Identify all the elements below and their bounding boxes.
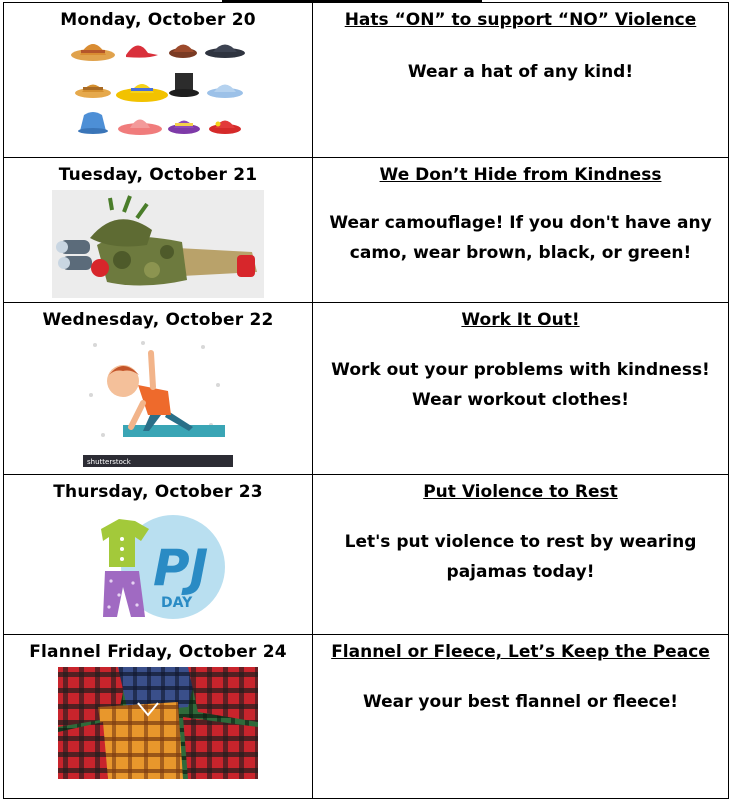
- hat-icon: [71, 44, 115, 61]
- day-date: Tuesday, October 21: [58, 165, 258, 185]
- table-row: [4, 635, 729, 799]
- theme-description: Let's put violence to rest by wearing pajamas today!: [344, 532, 697, 582]
- day-date: Flannel Friday, October 24: [29, 642, 287, 662]
- hat-icon: [118, 120, 162, 136]
- day-cell: [4, 303, 313, 475]
- theme-description: Wear a hat of any kind!: [407, 62, 634, 82]
- theme-description: Work out your problems with kindness! Wear workout clothes!: [331, 360, 710, 410]
- hat-icon: [169, 73, 199, 97]
- theme-title: Work It Out!: [461, 310, 580, 330]
- theme-title: Hats “ON” to support “NO” Violence: [344, 10, 697, 30]
- hat-icon: [75, 85, 111, 99]
- assorted-hats-icon: [68, 35, 248, 135]
- hat-icon: [209, 121, 241, 135]
- hat-icon: [126, 45, 158, 57]
- spirit-week-table: [3, 2, 729, 799]
- image-caption: shutterstock: [87, 458, 131, 466]
- hat-icon: [169, 45, 197, 59]
- day-date: Thursday, October 23: [53, 482, 263, 502]
- hat-icon: [168, 121, 200, 135]
- day-date: Wednesday, October 22: [42, 310, 274, 330]
- theme-cell: [313, 3, 729, 158]
- day-cell: [4, 635, 313, 799]
- pj-logo-text: PJ: [153, 539, 209, 597]
- theme-description: Wear your best flannel or fleece!: [362, 692, 679, 712]
- table-row: [4, 303, 729, 475]
- theme-cell: [313, 475, 729, 635]
- table-row: [4, 475, 729, 635]
- day-date: Monday, October 20: [60, 10, 256, 30]
- hat-icon: [205, 45, 245, 59]
- table-row: [4, 158, 729, 303]
- flannel-shirts-icon: [58, 667, 258, 779]
- table-row: [4, 3, 729, 158]
- theme-description: Wear camouflage! If you don't have any camo, wear brown, black, or green!: [329, 213, 712, 263]
- day-cell: [4, 475, 313, 635]
- hat-icon: [116, 84, 168, 102]
- theme-cell: [313, 158, 729, 303]
- theme-title: Put Violence to Rest: [423, 482, 618, 502]
- child-yoga-icon: [83, 335, 233, 467]
- theme-title: We Don’t Hide from Kindness: [379, 165, 662, 185]
- camouflage-soldier-icon: [52, 190, 264, 298]
- pj-day-logo-icon: [83, 507, 233, 627]
- hat-icon: [78, 112, 108, 134]
- hat-icon: [207, 85, 243, 99]
- day-cell: [4, 158, 313, 303]
- day-cell: [4, 3, 313, 158]
- pj-logo-subtext: DAY: [161, 595, 193, 611]
- theme-cell: [313, 635, 729, 799]
- theme-title: Flannel or Fleece, Let’s Keep the Peace: [331, 642, 710, 662]
- theme-cell: [313, 303, 729, 475]
